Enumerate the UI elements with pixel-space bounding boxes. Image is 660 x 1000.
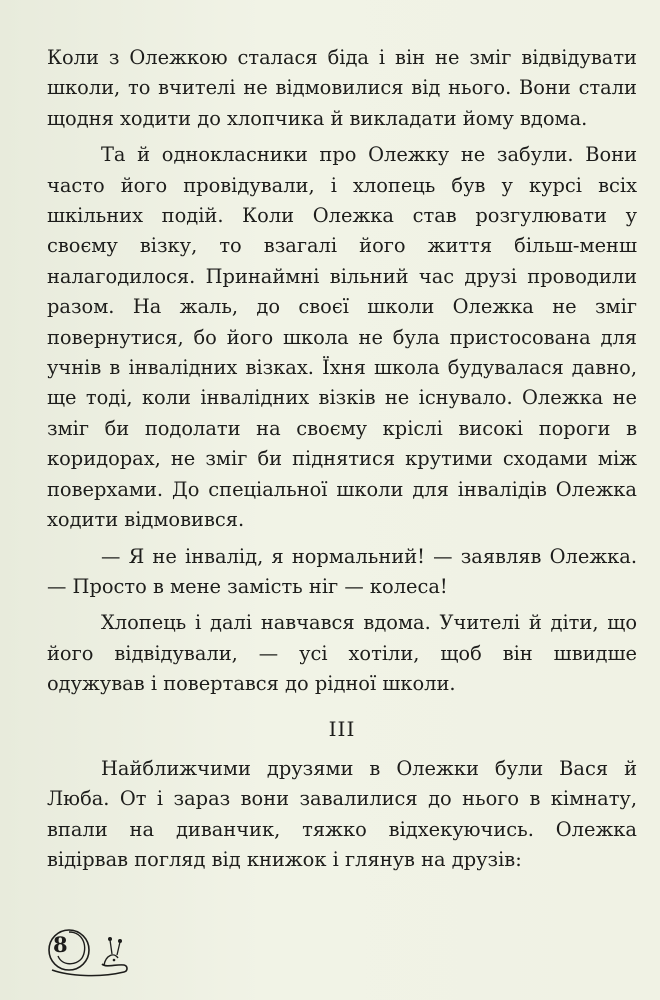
paragraph-3-dialogue: — Я не інвалід, я нормальний! — заявляв Олежка. — Просто в мене замість ніг — колеса! bbox=[47, 544, 637, 598]
paragraph-4: Хлопець і далі навчався вдома. Учителі й діти, що його відвідували, — усі хотіли, щоб він швидше одужував і повертався до рідної школи. bbox=[47, 611, 637, 696]
page-number: 8 bbox=[53, 932, 68, 957]
section-heading: III bbox=[328, 716, 356, 741]
paragraph-2: Та й однокласники про Олежку не забули. Вони часто його провідували, і хлопець був у курсі всіх шкільних подій. Коли Олежка став розгулювати у своєму візку, то взагалі його життя більш-менш налагодилося. Принаймні вільний час друзі проводили разом. На жаль, до своєї школи Олежка не зміг повернутися, бо його школа не була пристосована для учнів в інвалідних візках. Їхня школа будувалася давно, ще тоді, коли інвалідних візків не існувало. Олежка не зміг би подолати на своєму кріслі високі пороги в коридорах, не зміг би піднятися крутими сходами між поверхами. До спеціальної школи для інвалідів Олежка ходити відмовився. bbox=[47, 143, 637, 532]
paragraph-1: Коли з Олежкою сталася біда і він не зміг відвідувати школи, то вчителі не відмовилися від нього. Вони стали щодня ходити до хлопчика й викладати йому вдома. bbox=[47, 46, 637, 130]
body-text bbox=[47, 43, 637, 876]
paragraph-5: Найближчими друзями в Олежки були Вася й Люба. От і зараз вони завалилися до нього в кімнату, впали на диванчик, тяжко відхекуючись. Олежка відірвав погляд від книжок і глянув на друзів: bbox=[47, 756, 637, 872]
